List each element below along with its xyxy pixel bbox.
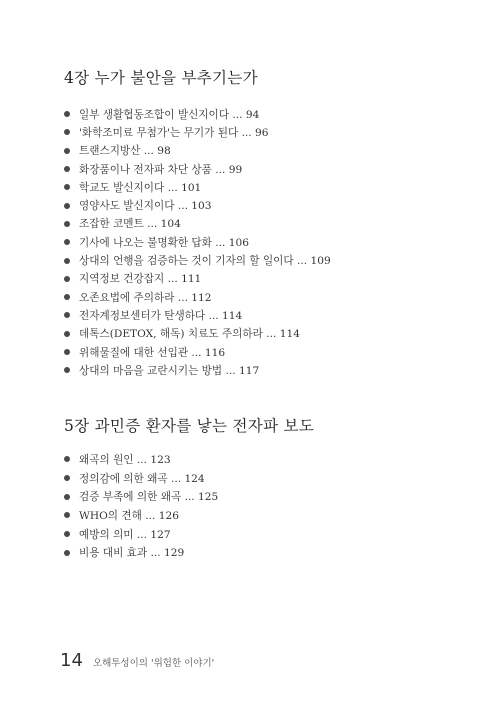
page-footer	[60, 650, 214, 671]
toc-item	[64, 142, 331, 160]
bullet-icon	[64, 148, 70, 154]
toc-item-text: 오존요법에 주의하라 ... 112	[79, 291, 212, 304]
bullet-icon	[64, 276, 70, 282]
toc-item	[64, 343, 331, 361]
bullet-icon	[64, 294, 70, 300]
toc-item	[64, 270, 331, 288]
bullet-icon	[64, 456, 70, 462]
toc-item-text: 일부 생활협동조합이 발신지이다 ... 94	[79, 108, 260, 121]
toc-item-text: 데톡스(DETOX, 해독) 치료도 주의하라 ... 114	[79, 328, 300, 341]
toc-item	[64, 251, 331, 269]
toc-item-text: 영양사도 발신지이다 ... 103	[79, 200, 212, 213]
toc-item-text: 상대의 언행을 검증하는 것이 기자의 할 일이다 ... 109	[79, 255, 331, 268]
toc-item-text: 트랜스지방산 ... 98	[79, 145, 171, 158]
toc-item	[64, 123, 331, 141]
toc-item-text: 화장품이나 전자파 차단 상품 ... 99	[79, 163, 243, 176]
toc-item-text: 지역정보 건강잡지 ... 111	[79, 273, 202, 286]
toc-item-text: 예방의 의미 ... 127	[79, 528, 171, 541]
toc-item-text: '화학조미료 무첨가'는 무기가 된다 ... 96	[79, 126, 269, 139]
toc-item	[64, 233, 331, 251]
toc-item	[64, 306, 331, 324]
chapter-4-toc-list	[64, 105, 331, 379]
toc-item	[64, 506, 218, 525]
running-title: 오해투성이의 '위험한 이야기'	[92, 658, 215, 669]
bullet-icon	[64, 312, 70, 318]
bullet-icon	[64, 258, 70, 264]
toc-item	[64, 160, 331, 178]
bullet-icon	[64, 166, 70, 172]
bullet-icon	[64, 203, 70, 209]
bullet-icon	[64, 129, 70, 135]
toc-item-text: 조잡한 코멘트 ... 104	[79, 218, 181, 231]
chapter-4-title: 4장 누가 불안을 부추기는가	[64, 69, 258, 87]
toc-item-text: WHO의 견해 ... 126	[79, 509, 179, 522]
toc-item-text: 학교도 발신지이다 ... 101	[79, 181, 202, 194]
toc-item-text: 위해물질에 대한 선입관 ... 116	[79, 346, 226, 359]
toc-item	[64, 178, 331, 196]
bullet-icon	[64, 512, 70, 518]
toc-item	[64, 487, 218, 506]
toc-item-text: 비용 대비 효과 ... 129	[79, 547, 185, 560]
toc-item	[64, 325, 331, 343]
toc-item	[64, 450, 218, 469]
bullet-icon	[64, 475, 70, 481]
bullet-icon	[64, 221, 70, 227]
page-number: 14	[60, 650, 83, 671]
bullet-icon	[64, 331, 70, 337]
toc-item	[64, 288, 331, 306]
bullet-icon	[64, 531, 70, 537]
toc-item	[64, 196, 331, 214]
bullet-icon	[64, 367, 70, 373]
bullet-icon	[64, 111, 70, 117]
bullet-icon	[64, 239, 70, 245]
toc-item-text: 기사에 나오는 불명확한 답화 ... 106	[79, 236, 249, 249]
toc-item-text: 상대의 마음을 교란시키는 방법 ... 117	[79, 364, 260, 377]
toc-item	[64, 543, 218, 562]
toc-item-text: 왜곡의 원인 ... 123	[79, 453, 171, 466]
bullet-icon	[64, 550, 70, 556]
bullet-icon	[64, 349, 70, 355]
toc-item	[64, 215, 331, 233]
toc-item	[64, 469, 218, 488]
toc-item	[64, 361, 331, 379]
toc-item	[64, 525, 218, 544]
bullet-icon	[64, 184, 70, 190]
toc-item-text: 검증 부족에 의한 왜곡 ... 125	[79, 491, 219, 504]
bullet-icon	[64, 494, 70, 500]
chapter-5-title: 5장 과민증 환자를 낳는 전자파 보도	[64, 417, 315, 435]
toc-item	[64, 105, 331, 123]
toc-item-text: 전자계정보센터가 탄생하다 ... 114	[79, 309, 243, 322]
toc-item-text: 정의감에 의한 왜곡 ... 124	[79, 472, 205, 485]
chapter-5-toc-list	[64, 450, 218, 562]
